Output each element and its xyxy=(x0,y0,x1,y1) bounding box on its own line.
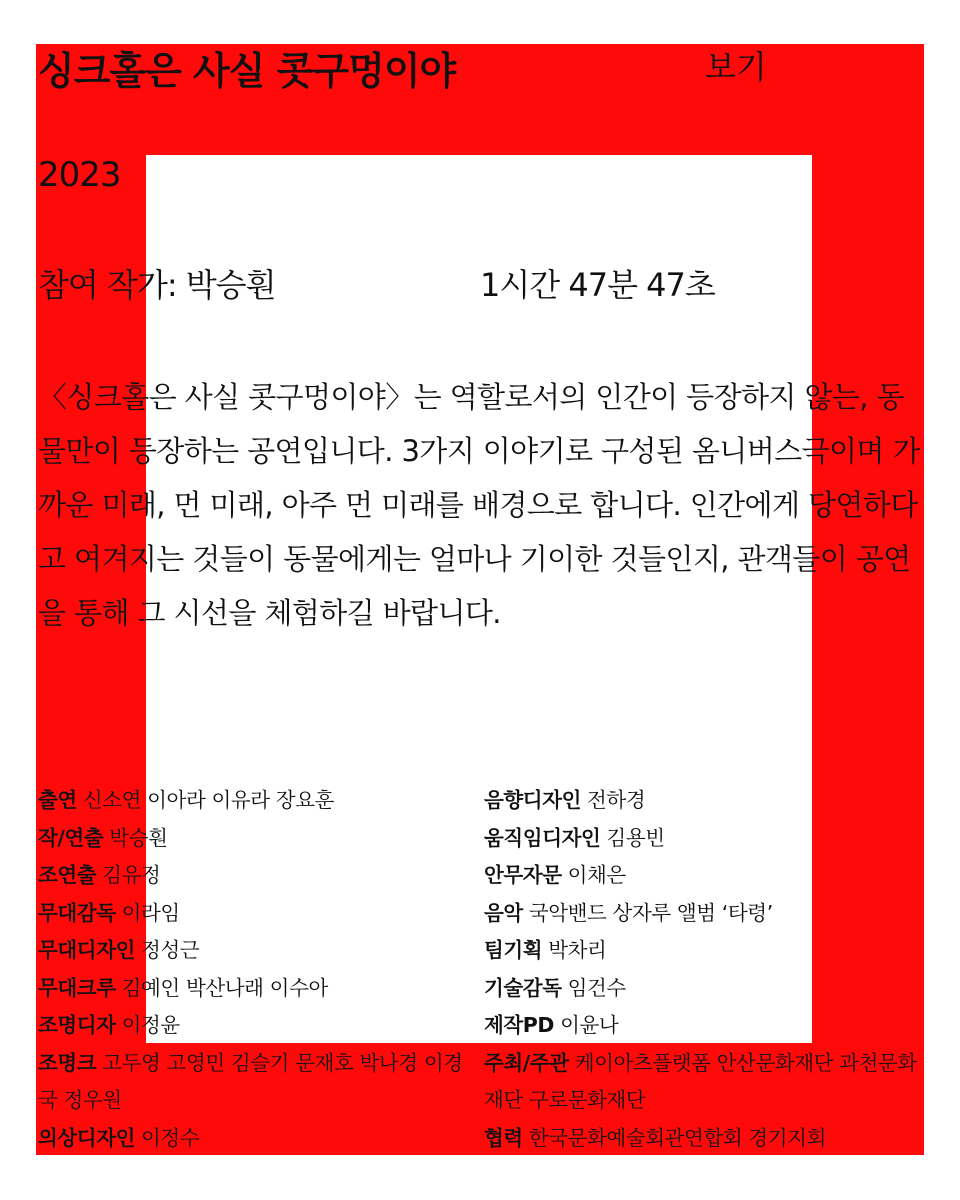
credit-names: 신소연 이아라 이유라 장요훈 xyxy=(82,788,334,812)
credit-item-lighting-design xyxy=(38,1007,474,1045)
credit-role: 안무자문 xyxy=(484,863,562,887)
credit-role: 출연 xyxy=(38,788,77,812)
credit-item-lighting-crew xyxy=(38,1045,474,1120)
page-title: 싱크홀은 사실 콧구멍이야 xyxy=(38,49,456,93)
credit-role: 협력 xyxy=(484,1125,523,1150)
credit-role: 작/연출 xyxy=(38,825,104,850)
work-description: 〈싱크홀은 사실 콧구멍이야〉는 역할로서의 인간이 등장하지 않는, 동물만이 등장하는 공연입니다. 3가지 이야기로 구성된 옴니버스극이며 가까운 미래, 먼 미래, 아주 먼 미래를 배경으로 합니다. 인간에게 당연하다고 여겨지는 것들이 동물에게는 얼마나 기이한 것들인지, 관객들이 공연을 통해 그 시선을 체험하길 바랍니다. xyxy=(38,380,920,630)
credit-names: 김유정 xyxy=(102,863,161,887)
credit-item-writer-director xyxy=(38,820,474,858)
credit-role: 무대감독 xyxy=(38,900,116,925)
credit-names: 이정윤 xyxy=(121,1013,180,1037)
credit-names: 박승훤 xyxy=(109,825,168,850)
credit-names: 김예인 박산나래 이수아 xyxy=(121,975,328,1000)
credit-role: 음악 xyxy=(484,900,523,925)
running-time: 1시간 47분 47초 xyxy=(480,266,715,304)
credit-names: 한국문화예술회관연합회 경기지회 xyxy=(528,1125,826,1150)
credit-item-assistant-director xyxy=(38,857,474,895)
credit-item-choreography-advice xyxy=(484,857,922,895)
credit-role: 팀기획 xyxy=(484,938,543,962)
credit-names: 이윤나 xyxy=(560,1013,619,1037)
credit-names: 임건수 xyxy=(567,975,626,1000)
participating-artist: 참여 작가: 박승훤 xyxy=(38,266,276,304)
credit-item-stage-manager xyxy=(38,895,474,933)
credit-names: 국악밴드 상자루 앨범 ‘타령’ xyxy=(528,900,773,925)
credit-item-stage-crew xyxy=(38,970,474,1008)
credit-item-cooperation xyxy=(484,1120,922,1158)
credit-item-music xyxy=(484,895,922,933)
credit-role: 제작PD xyxy=(484,1013,555,1037)
credit-names: 이정수 xyxy=(141,1125,200,1150)
view-link[interactable]: 보기 xyxy=(705,48,767,86)
credit-names: 이채은 xyxy=(567,863,626,887)
credit-item-organizers xyxy=(484,1045,922,1120)
credit-role: 조연출 xyxy=(38,863,97,887)
credit-item-stage-design xyxy=(38,932,474,970)
credit-role: 의상디자인 xyxy=(38,1125,136,1150)
credit-item-cast xyxy=(38,782,474,820)
credit-role: 무대크루 xyxy=(38,975,116,1000)
credit-role: 조명디자 xyxy=(38,1013,116,1037)
credit-names: 전하경 xyxy=(587,788,646,812)
credit-item-team-planning xyxy=(484,932,922,970)
credit-names: 고두영 고영민 김슬기 문재호 박나경 이경국 정우원 xyxy=(38,1050,463,1112)
credit-role: 움직임디자인 xyxy=(484,825,601,850)
credit-role: 무대디자인 xyxy=(38,938,136,962)
credit-item-technical-director xyxy=(484,970,922,1008)
credit-role: 음향디자인 xyxy=(484,788,582,812)
credit-names: 이라임 xyxy=(121,900,180,925)
credits-list-right xyxy=(484,782,922,1157)
credit-role: 기술감독 xyxy=(484,975,562,1000)
production-year: 2023 xyxy=(38,155,121,195)
credit-item-movement-design xyxy=(484,820,922,858)
credit-names: 케이아츠플랫폼 안산문화재단 과천문화재단 구로문화재단 xyxy=(484,1050,917,1112)
credit-names: 박차리 xyxy=(548,938,607,962)
credit-names: 정성근 xyxy=(141,938,200,962)
credit-item-sound-design xyxy=(484,782,922,820)
credit-role: 조명크 xyxy=(38,1050,97,1075)
credit-role: 주최/주관 xyxy=(484,1050,569,1075)
credits-list-left xyxy=(38,782,474,1157)
credit-item-costume-design xyxy=(38,1120,474,1158)
credit-item-production-pd xyxy=(484,1007,922,1045)
credit-names: 김용빈 xyxy=(606,825,665,850)
